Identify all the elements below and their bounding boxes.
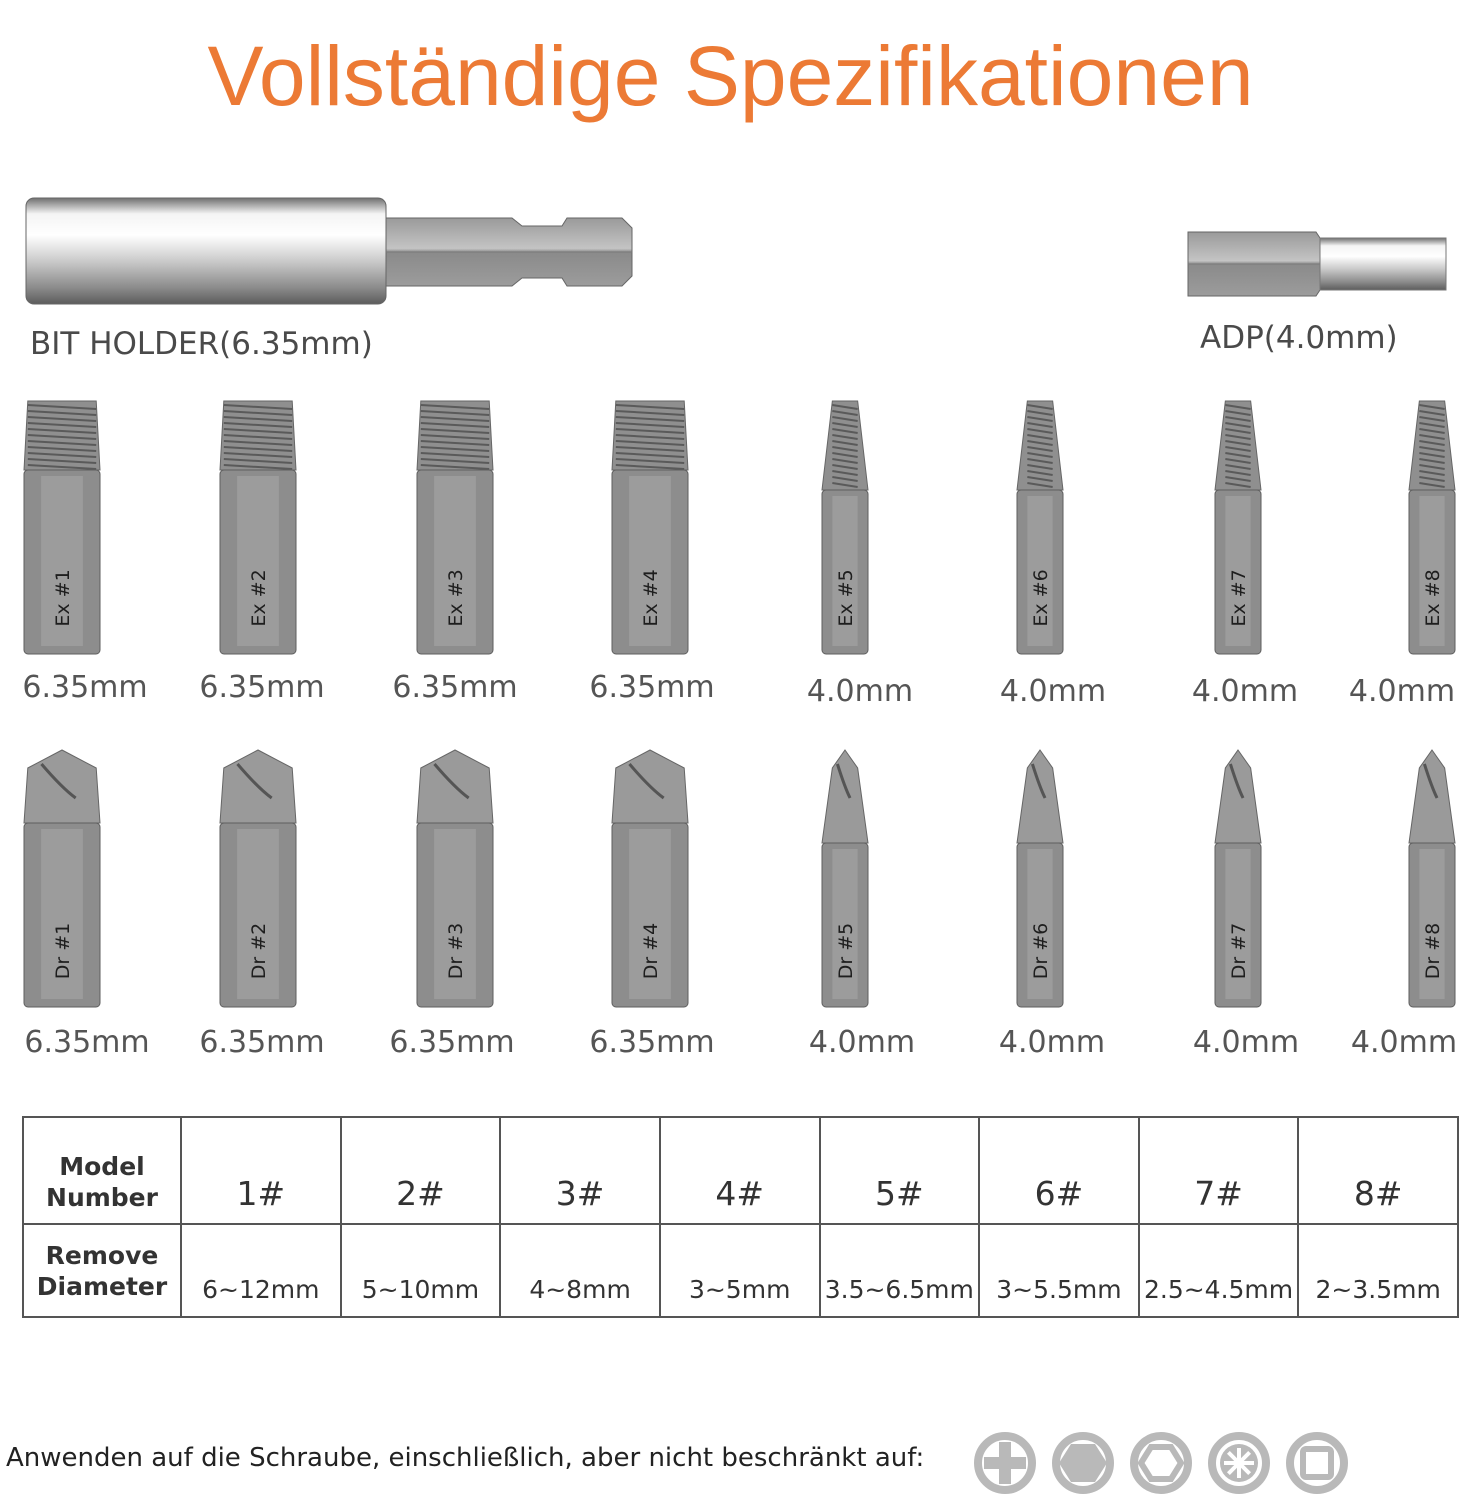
diameter-cell: 3~5mm xyxy=(660,1224,820,1317)
bit-holder-label: BIT HOLDER(6.35mm) xyxy=(30,326,373,362)
drill-size-3: 6.35mm xyxy=(389,1025,515,1060)
drill-size-8: 4.0mm xyxy=(1350,1025,1458,1060)
drill-size-2: 6.35mm xyxy=(199,1025,325,1060)
square-head-icon xyxy=(1284,1430,1350,1496)
extractor-size-3: 6.35mm xyxy=(392,670,518,705)
diameter-cell: 5~10mm xyxy=(341,1224,501,1317)
extractor-size-1: 6.35mm xyxy=(22,670,148,705)
extractor-bit-8 xyxy=(1399,395,1461,660)
diameter-cell: 3~5.5mm xyxy=(979,1224,1139,1317)
diameter-cell: 2~3.5mm xyxy=(1298,1224,1458,1317)
model-cell: 5# xyxy=(820,1117,980,1224)
extractor-bit-7 xyxy=(1205,395,1271,660)
model-cell: 6# xyxy=(979,1117,1139,1224)
drill-mark-5: Dr #5 xyxy=(835,922,857,980)
extractor-mark-3: Ex #3 xyxy=(445,569,467,627)
model-cell: 3# xyxy=(500,1117,660,1224)
drill-mark-8: Dr #8 xyxy=(1422,922,1444,980)
extractor-mark-8: Ex #8 xyxy=(1422,569,1444,627)
extractor-bit-6 xyxy=(1007,395,1073,660)
extractor-size-7: 4.0mm xyxy=(1191,674,1299,709)
model-header-line2: Number xyxy=(46,1183,158,1213)
extractor-bit-5 xyxy=(812,395,878,660)
adapter-label: ADP(4.0mm) xyxy=(1200,320,1398,356)
drill-mark-6: Dr #6 xyxy=(1030,922,1052,980)
remove-diameter-header xyxy=(23,1224,181,1317)
bit-holder-image xyxy=(22,192,642,312)
extractor-size-5: 4.0mm xyxy=(806,674,914,709)
torx-head-icon xyxy=(1206,1430,1272,1496)
drill-bit-2 xyxy=(210,748,306,1013)
extractor-bit-4 xyxy=(602,395,698,660)
drill-bit-3 xyxy=(407,748,503,1013)
extractor-mark-7: Ex #7 xyxy=(1228,569,1250,627)
diameter-cell: 4~8mm xyxy=(500,1224,660,1317)
extractor-size-8: 4.0mm xyxy=(1348,674,1456,709)
diameter-cell: 3.5~6.5mm xyxy=(820,1224,980,1317)
phillips-head-icon xyxy=(972,1430,1038,1496)
model-cell: 1# xyxy=(181,1117,341,1224)
drill-mark-3: Dr #3 xyxy=(445,922,467,980)
drill-bit-4 xyxy=(602,748,698,1013)
drill-mark-2: Dr #2 xyxy=(248,922,270,980)
diameter-header-line1: Remove xyxy=(45,1240,159,1270)
drill-size-5: 4.0mm xyxy=(808,1025,916,1060)
extractor-mark-6: Ex #6 xyxy=(1030,569,1052,627)
page-title: Vollständige Spezifikationen xyxy=(207,29,1254,123)
remove-diameter-row xyxy=(23,1224,1458,1317)
drill-size-6: 4.0mm xyxy=(998,1025,1106,1060)
drill-mark-4: Dr #4 xyxy=(640,922,662,980)
drill-mark-1: Dr #1 xyxy=(52,922,74,980)
model-cell: 7# xyxy=(1139,1117,1299,1224)
diameter-cell: 2.5~4.5mm xyxy=(1139,1224,1299,1317)
hex-socket-head-icon xyxy=(1128,1430,1194,1496)
model-cell: 4# xyxy=(660,1117,820,1224)
drill-bit-6 xyxy=(1007,748,1073,1013)
extractor-mark-2: Ex #2 xyxy=(248,569,270,627)
drill-mark-7: Dr #7 xyxy=(1228,922,1250,980)
hex-head-icon xyxy=(1050,1430,1116,1496)
extractor-size-6: 4.0mm xyxy=(999,674,1107,709)
drill-size-1: 6.35mm xyxy=(24,1025,150,1060)
extractor-bit-1 xyxy=(14,395,110,660)
drill-bit-1 xyxy=(14,748,110,1013)
extractor-size-4: 6.35mm xyxy=(589,670,715,705)
extractor-size-2: 6.35mm xyxy=(199,670,325,705)
drill-bit-7 xyxy=(1205,748,1271,1013)
spec-table xyxy=(22,1116,1459,1318)
diameter-cell: 6~12mm xyxy=(181,1224,341,1317)
drill-bit-8 xyxy=(1399,748,1461,1013)
model-number-row xyxy=(23,1117,1458,1224)
screw-type-note: Anwenden auf die Schraube, einschließlich, aber nicht beschränkt auf: xyxy=(6,1443,925,1473)
adapter-image xyxy=(1186,226,1450,302)
extractor-bit-2 xyxy=(210,395,306,660)
extractor-mark-5: Ex #5 xyxy=(835,569,857,627)
drill-size-4: 6.35mm xyxy=(589,1025,715,1060)
extractor-bit-3 xyxy=(407,395,503,660)
extractor-mark-1: Ex #1 xyxy=(52,569,74,627)
drill-size-7: 4.0mm xyxy=(1192,1025,1300,1060)
model-number-header xyxy=(23,1117,181,1224)
model-header-line1: Model xyxy=(59,1152,145,1182)
model-cell: 8# xyxy=(1298,1117,1458,1224)
drill-bit-5 xyxy=(812,748,878,1013)
extractor-mark-4: Ex #4 xyxy=(640,569,662,627)
model-cell: 2# xyxy=(341,1117,501,1224)
diameter-header-line2: Diameter xyxy=(36,1271,168,1301)
